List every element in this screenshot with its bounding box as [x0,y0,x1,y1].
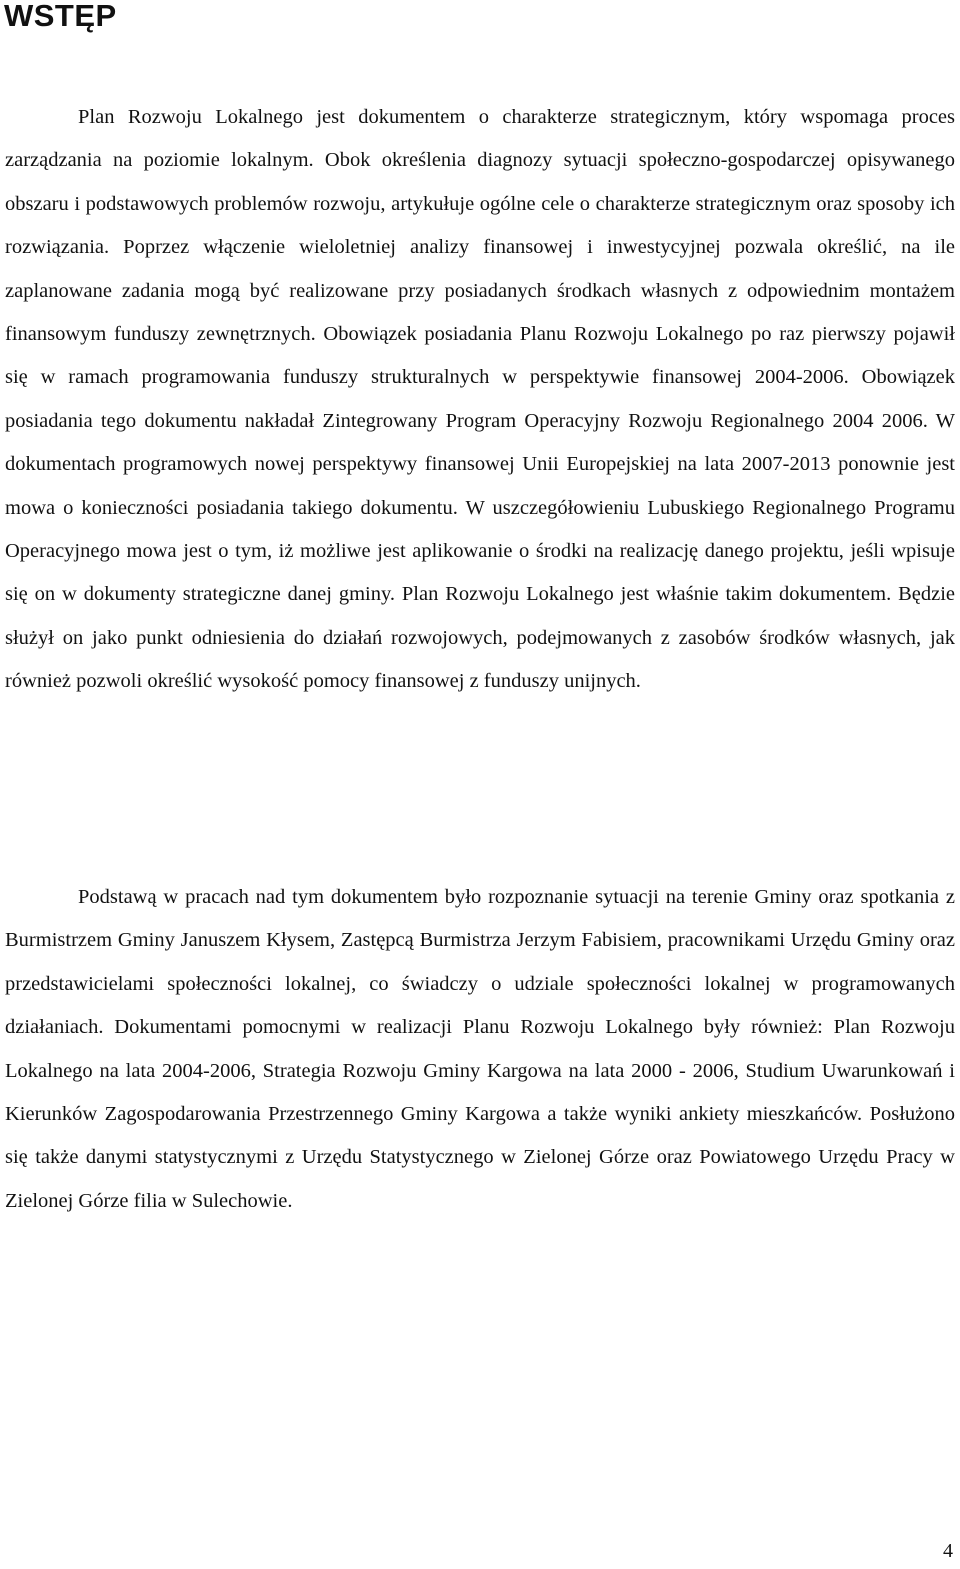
page-number: 4 [943,1540,953,1562]
paragraph-intro-part-2: Obowiązek posiadania Planu Rozwoju Lokalnego po raz pierwszy pojawił się w ramach programowania funduszy strukturalnych w perspektywie finansowej 2004-2006. Obowiązek posiadania tego dokumentu nakładał Zintegrowany Program Operacyjny Rozwoju Regionalnego 2004 2006. W dokumentach programowych nowej perspektywy finansowej Unii Europejskiej na lata 2007-2013 ponownie jest mowa o konieczności posiadania takiego dokumentu. W uszczegółowieniu Lubuskiego Regionalnego Programu Operacyjnego mowa jest o tym, iż możliwe jest aplikowanie o środki na realizację danego projektu, jeśli wpisuje się on w dokumenty strategiczne danej gminy. Plan Rozwoju Lokalnego jest właśnie takim dokumentem. Będzie służył on jako punkt odniesienia do działań rozwojowych, podejmowanych z zasobów środków własnych, jak również pozwoli określić wysokość pomocy finansowej z funduszy unijnych. [5,323,956,693]
paragraph-intro [5,96,955,704]
paragraph-basis: Podstawą w pracach nad tym dokumentem było rozpoznanie sytuacji na terenie Gminy oraz spotkania z Burmistrzem Gminy Januszem Kłysem, Zastępcą Burmistrza Jerzym Fabisiem, pracownikami Urzędu Gminy oraz przedstawicielami społeczności lokalnej, co świadczy o udziale społeczności lokalnej w programowanych działaniach. Dokumentami pomocnymi w realizacji Planu Rozwoju Lokalnego były również: Plan Rozwoju Lokalnego na lata 2004-2006, Strategia Rozwoju Gminy Kargowa na lata 2000 - 2006, Studium Uwarunkowań i Kierunków Zagospodarowania Przestrzennego Gminy Kargowa a także wyniki ankiety mieszkańców. Posłużono się także danymi statystycznymi z Urzędu Statystycznego w Zielonej Górze oraz Powiatowego Urzędu Pracy w Zielonej Górze filia w Sulechowie. [5,886,955,1212]
page-heading: WSTĘP [4,0,117,33]
paragraph-intro-part-1: Plan Rozwoju Lokalnego jest dokumentem o charakterze strategicznym, który wspomaga proces zarządzania na poziomie lokalnym. Obok określenia diagnozy sytuacji społeczno-gospodarczej opisywanego obszaru i podstawowych problemów rozwoju, artykułuje ogólne cele o charakterze strategicznym oraz sposoby ich rozwiązania. Poprzez włączenie wieloletniej analizy finansowej i inwestycyjnej pozwala określić, na ile zaplanowane zadania mogą być realizowane przy posiadanych środkach własnych z odpowiednim montażem finansowym funduszy zewnętrznych. [5,106,955,346]
